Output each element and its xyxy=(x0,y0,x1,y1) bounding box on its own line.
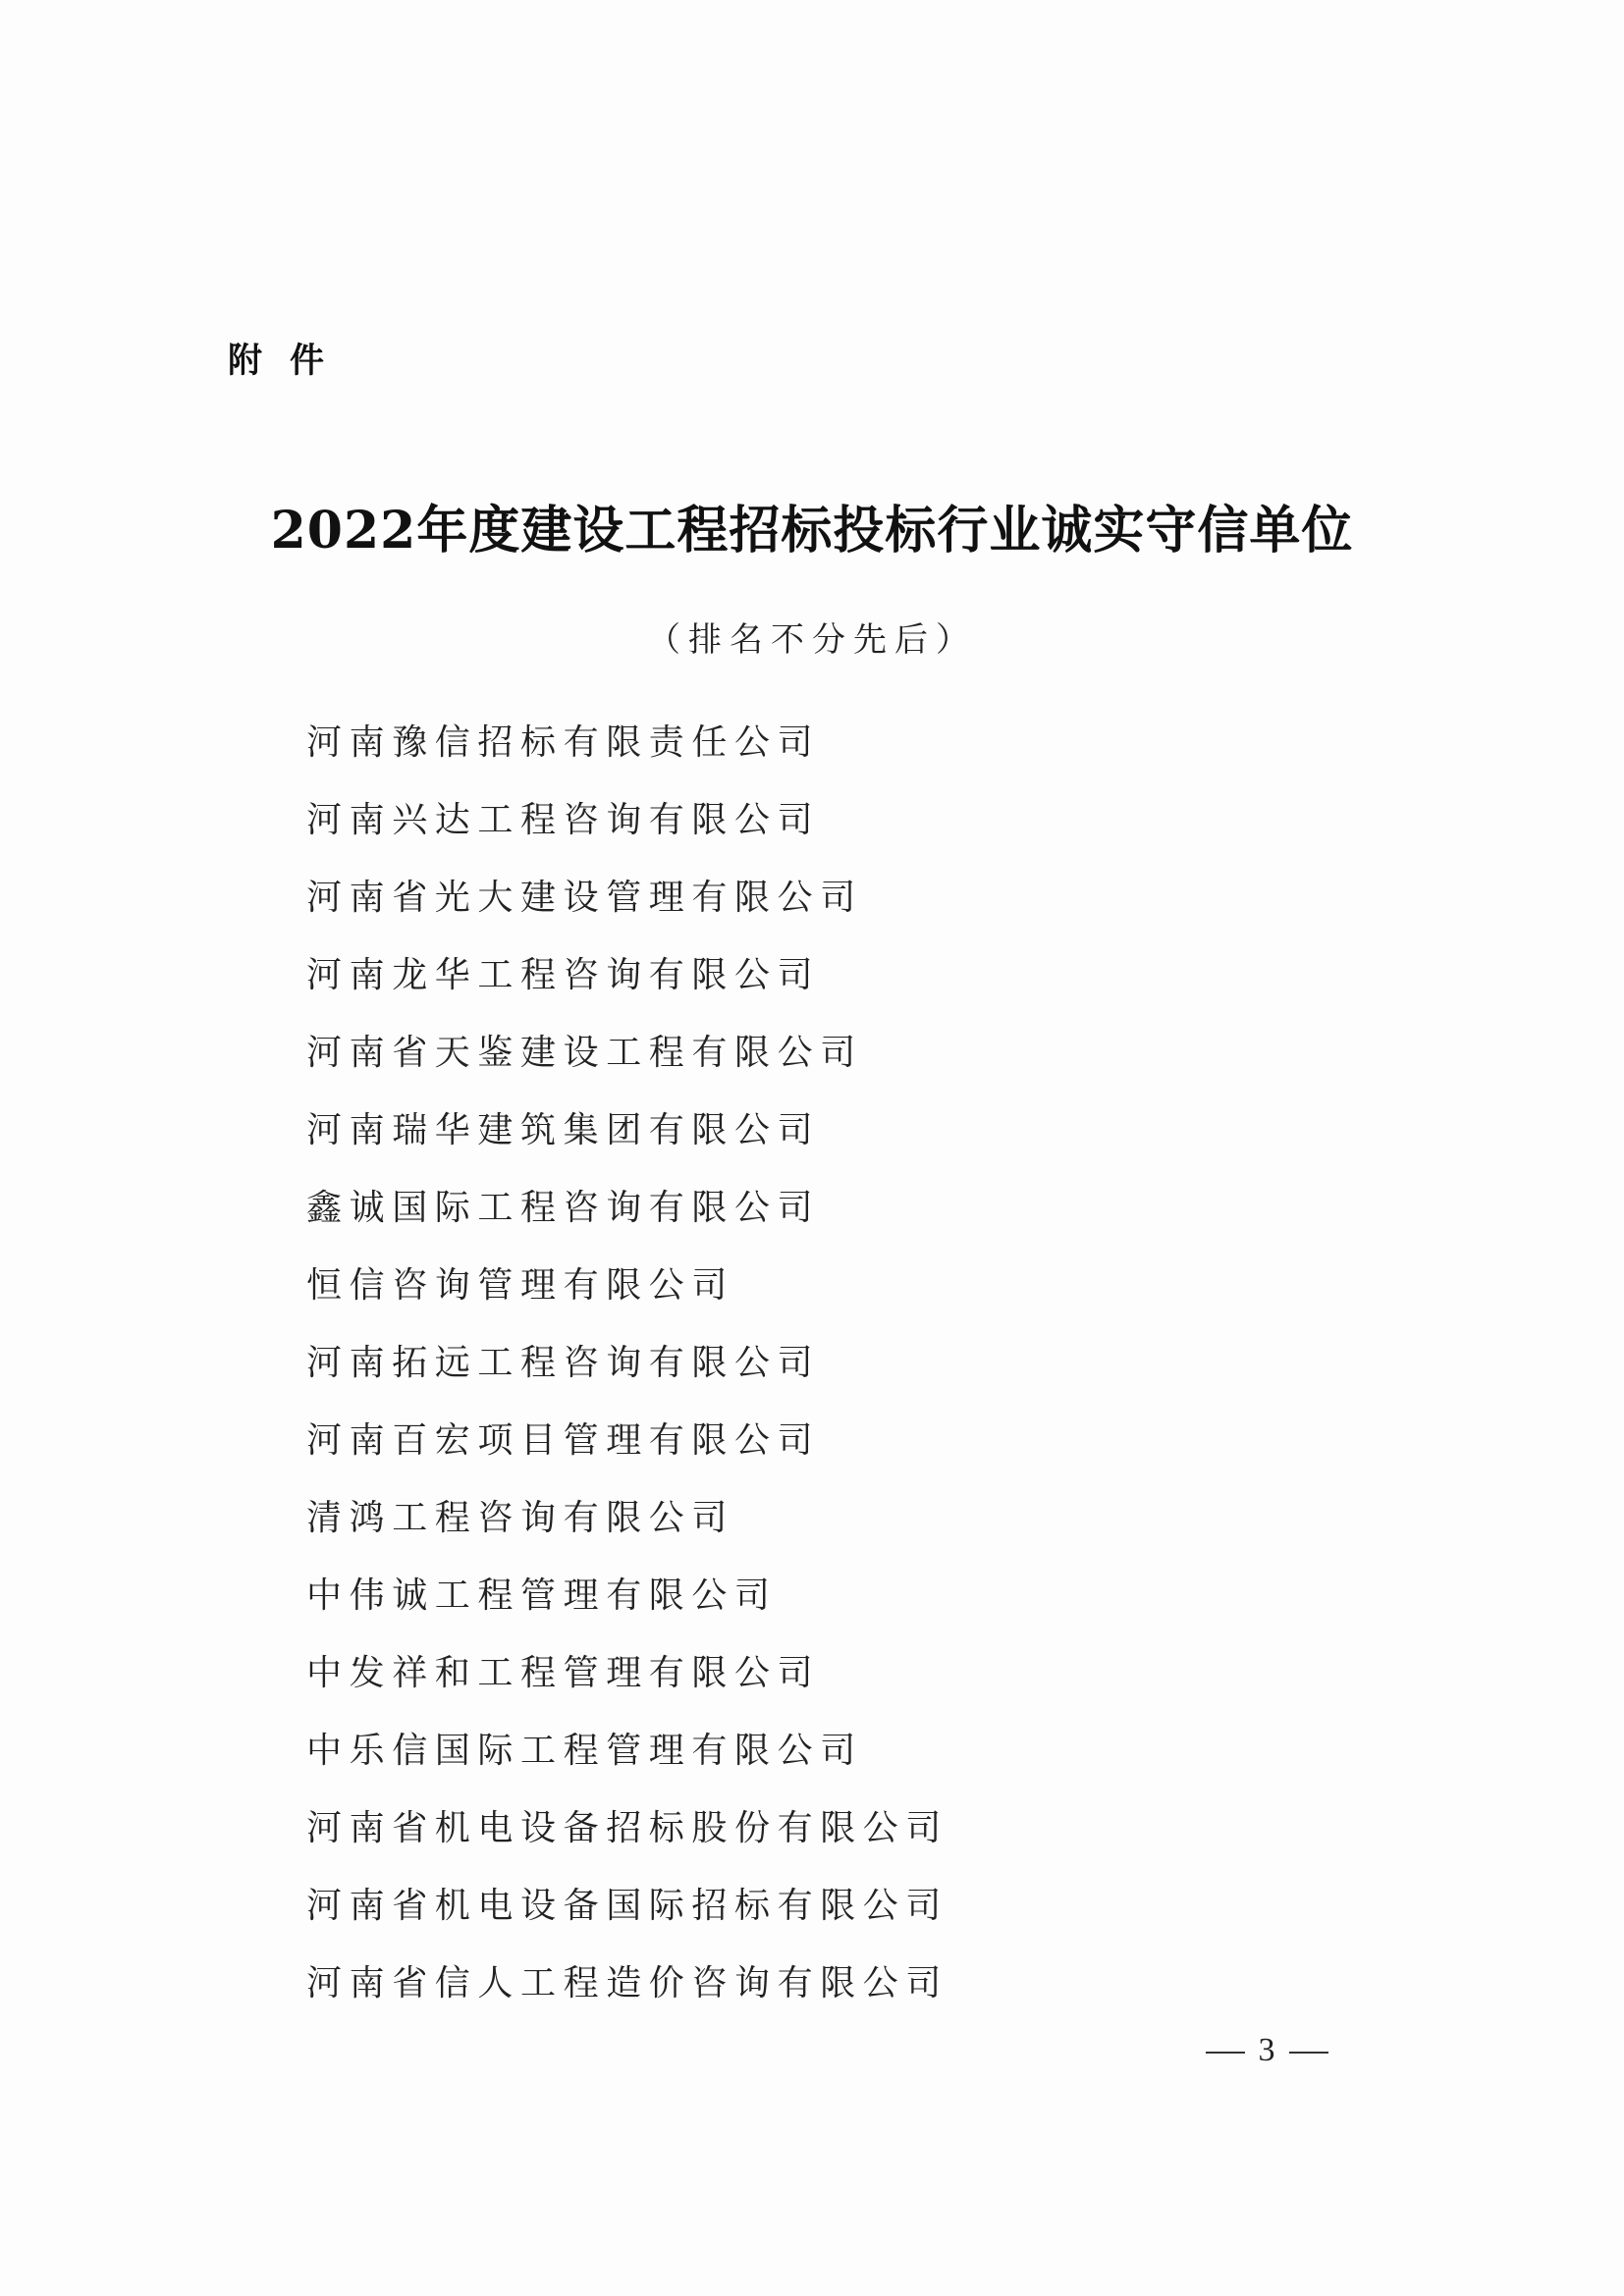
list-item: 中乐信国际工程管理有限公司 xyxy=(306,1731,863,1771)
list-item: 中伟诚工程管理有限公司 xyxy=(306,1575,778,1616)
list-item: 河南省信人工程造价咨询有限公司 xyxy=(306,1963,949,2003)
list-item: 河南瑞华建筑集团有限公司 xyxy=(306,1110,821,1150)
company-list xyxy=(306,719,948,2037)
list-item: 河南省机电设备招标股份有限公司 xyxy=(306,1808,949,1848)
document-subtitle: （排名不分先后） xyxy=(647,620,977,660)
list-item: 河南兴达工程咨询有限公司 xyxy=(306,800,821,840)
dash-left xyxy=(1206,2052,1245,2054)
list-item: 恒信咨询管理有限公司 xyxy=(306,1265,735,1306)
attachment-label: 附件 xyxy=(228,342,352,381)
list-item: 清鸿工程咨询有限公司 xyxy=(306,1498,735,1538)
list-item: 河南省光大建设管理有限公司 xyxy=(306,878,863,918)
page-number-value: 3 xyxy=(1258,2032,1275,2068)
page-number xyxy=(1188,2032,1345,2069)
list-item: 河南拓远工程咨询有限公司 xyxy=(306,1343,821,1383)
document-title: 2022年度建设工程招标投标行业诚实守信单位 xyxy=(270,501,1354,561)
list-item: 河南豫信招标有限责任公司 xyxy=(306,722,821,763)
list-item: 鑫诚国际工程咨询有限公司 xyxy=(306,1188,821,1228)
list-item: 中发祥和工程管理有限公司 xyxy=(306,1653,821,1693)
list-item: 河南省机电设备国际招标有限公司 xyxy=(306,1886,949,1926)
dash-right xyxy=(1289,2052,1328,2054)
list-item: 河南百宏项目管理有限公司 xyxy=(306,1420,821,1461)
list-item: 河南省天鉴建设工程有限公司 xyxy=(306,1033,863,1073)
list-item: 河南龙华工程咨询有限公司 xyxy=(306,955,821,995)
